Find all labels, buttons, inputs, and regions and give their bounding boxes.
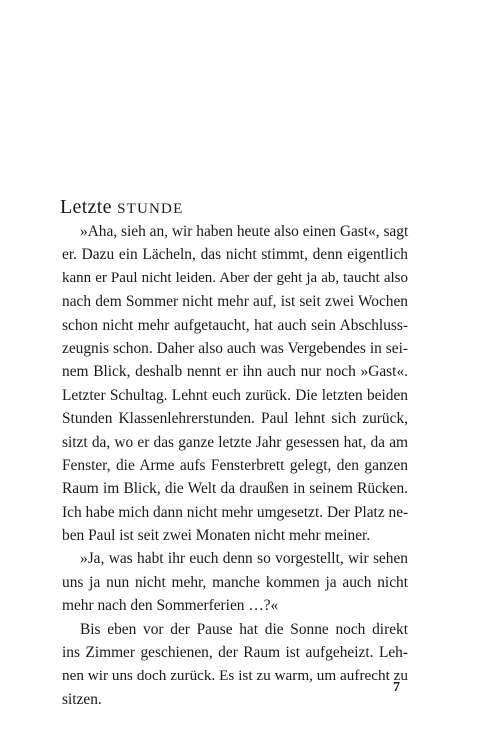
text-line: Fenster, die Arme aufs Fensterbrett gelegt, den ganzen <box>62 456 408 474</box>
text-line: ben Paul ist seit zwei Monaten nicht mehr meiner. <box>62 527 371 545</box>
text-line: er. Dazu ein Lächeln, das nicht stimmt, denn eigentlich <box>62 246 408 264</box>
text-line: mehr nach den Sommerferien …?« <box>62 597 279 615</box>
text-line: Stunden Klassenlehrerstunden. Paul lehnt sich zurück, <box>62 410 408 428</box>
chapter-heading-main: Letzte <box>60 196 118 218</box>
text-line: ins Zimmer geschienen, der Raum ist aufgeheizt. Leh- <box>62 644 408 662</box>
text-line: nen wir uns doch zurück. Es ist zu warm, um aufrecht zu <box>62 667 408 685</box>
text-line: sitzt da, wo er das ganze letzte Jahr gesessen hat, da am <box>62 433 408 451</box>
text-line: sitzen. <box>62 690 102 708</box>
text-line: Ich habe mich dann nicht mehr umgesetzt. Der Platz ne- <box>62 503 409 521</box>
text-line: zeugnis schon. Daher also auch was Vergebendes in sei- <box>62 339 408 357</box>
text-line: Bis eben vor der Pause hat die Sonne noch direkt <box>80 620 408 638</box>
text-line: »Ja, was habt ihr euch denn so vorgestellt, wir sehen <box>80 550 408 568</box>
text-line: Raum im Blick, die Welt da draußen in seinem Rücken. <box>62 480 408 498</box>
text-line: nach dem Sommer nicht mehr auf, ist seit zwei Wochen <box>62 293 408 311</box>
body-text <box>62 220 408 711</box>
page-number: 7 <box>393 680 400 695</box>
chapter-heading-small-caps: STUNDE <box>117 201 184 217</box>
chapter-heading <box>60 196 183 219</box>
text-line: schon nicht mehr aufgetaucht, hat auch sein Abschluss- <box>62 316 408 334</box>
text-line: »Aha, sieh an, wir haben heute also einen Gast«, sagt <box>80 223 409 240</box>
text-line: nem Blick, deshalb nennt er ihn auch nur noch »Gast«. <box>62 363 408 381</box>
text-line: Letzter Schultag. Lehnt euch zurück. Die letzten beiden <box>62 386 408 404</box>
text-line: kann er Paul nicht leiden. Aber der geht ja ab, taucht also <box>62 269 408 286</box>
text-line: uns ja nun nicht mehr, manche kommen ja auch nicht <box>62 573 408 591</box>
